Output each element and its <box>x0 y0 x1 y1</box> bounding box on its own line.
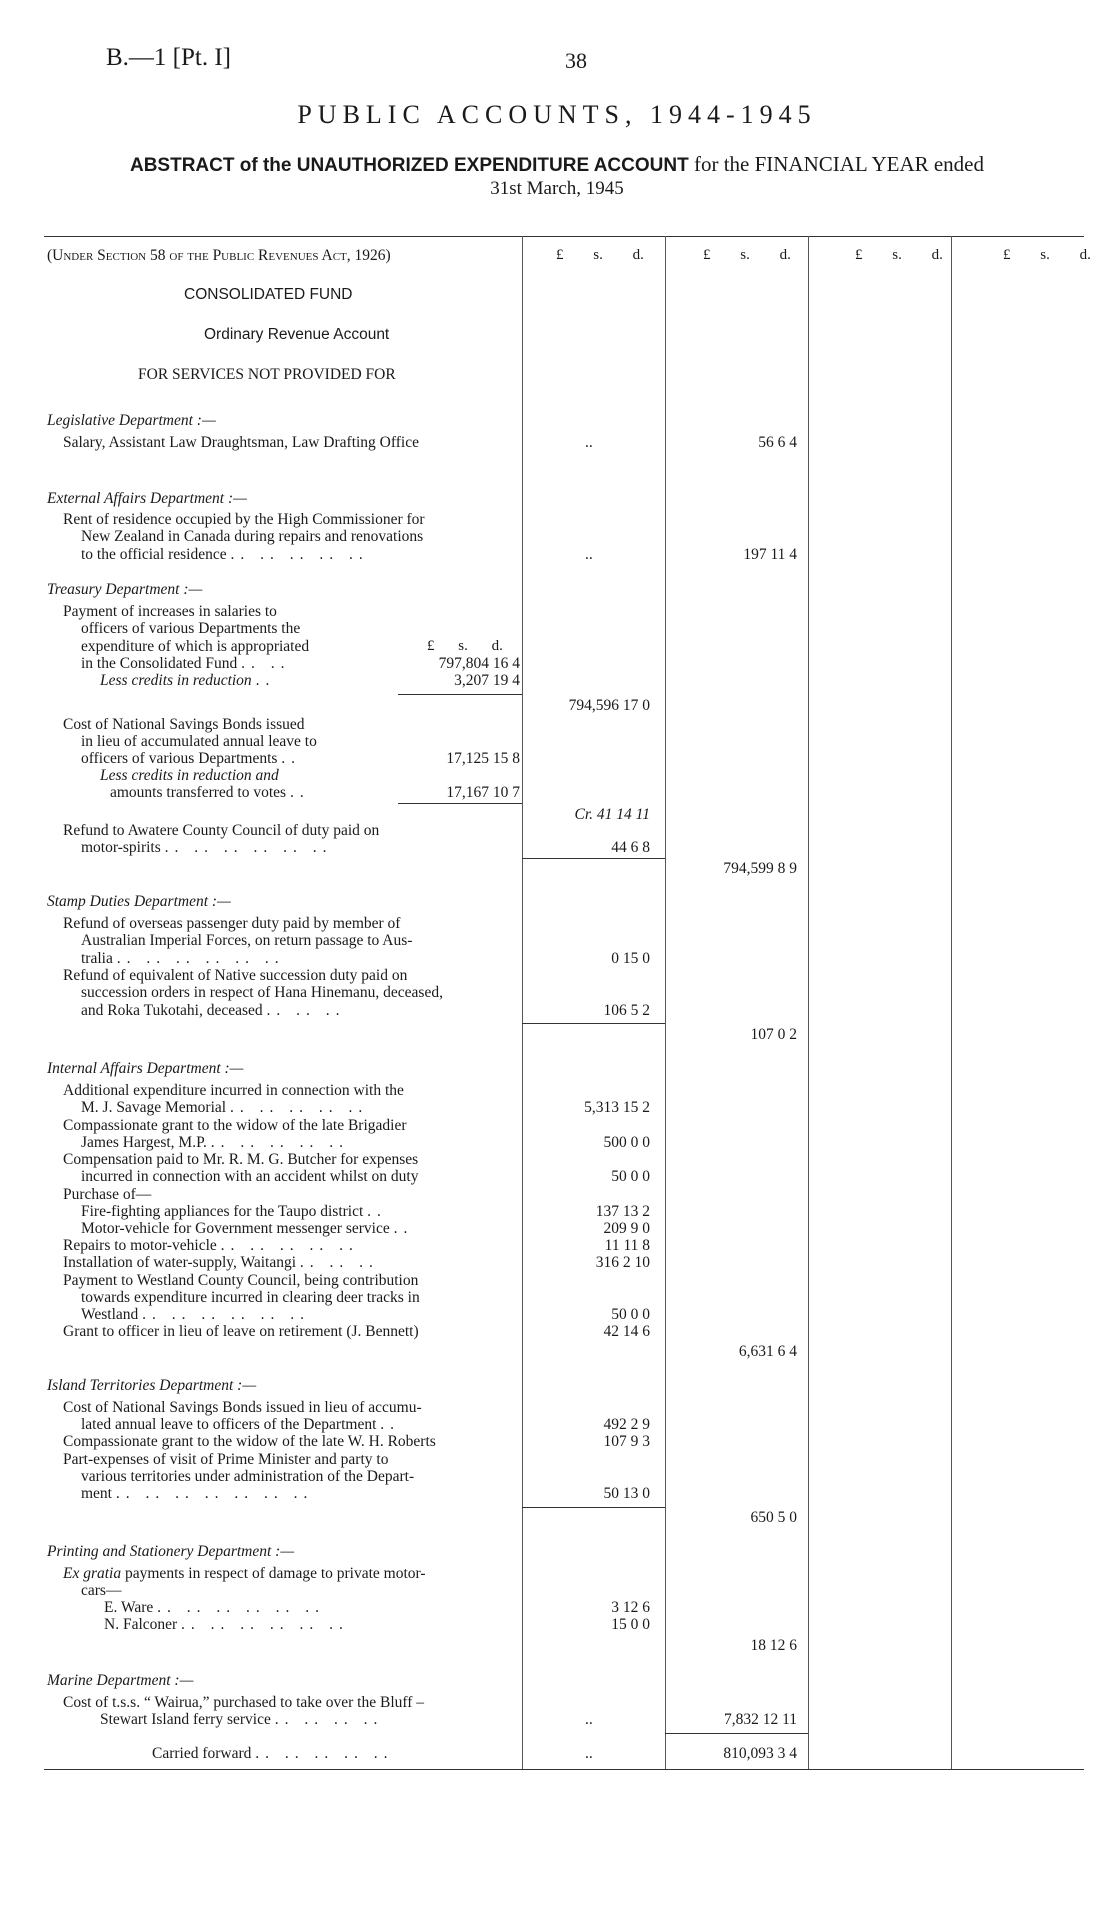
item-text: lated annual leave to officers of the Department .. <box>81 1416 401 1433</box>
total-rule <box>665 1733 808 1734</box>
column-divider-1 <box>522 236 523 1769</box>
amount-col1: 42 14 6 <box>603 1323 650 1340</box>
sub-currency: £ s. d. <box>427 638 503 654</box>
amount-col1: 137 13 2 <box>595 1203 650 1220</box>
item-text: E. Ware .. .. .. .. .. .. <box>104 1599 325 1616</box>
item-text: amounts transferred to votes .. <box>110 784 310 801</box>
dept-total: 18 12 6 <box>750 1637 797 1654</box>
item-text: motor-spirits .. .. .. .. .. .. <box>81 839 333 856</box>
amount-col1: 5,313 15 2 <box>584 1099 650 1116</box>
amount-col1: 44 6 8 <box>611 839 650 856</box>
sub-rule <box>398 694 522 695</box>
table-bottom-rule <box>44 1769 1084 1770</box>
page-subtitle <box>0 152 1114 177</box>
item-text: and Roka Tukotahi, deceased .. .. .. <box>81 1002 346 1019</box>
item-text: Australian Imperial Forces, on return passage to Aus- <box>81 932 413 949</box>
item-text: Less credits in reduction .. <box>100 672 276 689</box>
item-text: succession orders in respect of Hana Hinemanu, deceased, <box>81 984 443 1001</box>
item-text: Ex gratia payments in respect of damage to private motor- <box>63 1565 426 1582</box>
dept-total: 197 11 4 <box>743 546 797 563</box>
dept-total: 7,832 12 11 <box>723 1711 797 1728</box>
amount-col1: 794,596 17 0 <box>568 697 650 714</box>
item-text: officers of various Departments .. <box>81 750 302 767</box>
sub-rule <box>398 803 522 804</box>
amount-col1: 0 15 0 <box>611 950 650 967</box>
item-text: Rent of residence occupied by the High Commissioner for <box>63 511 425 528</box>
page-number: 38 <box>565 48 587 73</box>
item-text: Stewart Island ferry service .. .. .. .. <box>100 1711 384 1728</box>
item-text: Compassionate grant to the widow of the late Brigadier <box>63 1117 407 1134</box>
amount-col1: .. <box>585 434 593 451</box>
amount-col1: .. <box>585 546 593 563</box>
item-text: Fire-fighting appliances for the Taupo district .. <box>81 1203 387 1220</box>
item-text: James Hargest, M.P. .. .. .. .. .. <box>81 1134 349 1151</box>
column-divider-3 <box>808 236 809 1769</box>
dept-total: 794,599 8 9 <box>723 860 797 877</box>
amount-col1: 50 0 0 <box>611 1306 650 1323</box>
item-text: cars— <box>81 1582 122 1599</box>
account-heading: Ordinary Revenue Account <box>204 326 390 343</box>
item-text: Installation of water-supply, Waitangi .. .. .. <box>63 1254 379 1271</box>
item-text: officers of various Departments the <box>81 620 301 637</box>
item-text: tralia .. .. .. .. .. .. <box>81 950 285 967</box>
column-divider-2 <box>665 236 666 1769</box>
section-rule <box>522 1507 665 1508</box>
subtitle-date: 31st March, 1945 <box>490 178 624 199</box>
item-text: various territories under administration of the Depart- <box>81 1468 415 1485</box>
item-text: incurred in connection with an accident whilst on duty <box>81 1168 419 1185</box>
item-text: Refund of equivalent of Native succession duty paid on <box>63 967 408 984</box>
amount-col1: 316 2 10 <box>595 1254 650 1271</box>
sub-amount: 3,207 19 4 <box>454 672 520 689</box>
sub-amount: 17,125 15 8 <box>446 750 520 767</box>
item-text: Cost of National Savings Bonds issued <box>63 716 305 733</box>
item-text: towards expenditure incurred in clearing deer tracks in <box>81 1289 420 1306</box>
item-text: Additional expenditure incurred in connection with the <box>63 1082 404 1099</box>
amount-col1: 500 0 0 <box>603 1134 650 1151</box>
dept-heading-legislative: Legislative Department :— <box>47 412 216 429</box>
page-title: PUBLIC ACCOUNTS, 1944-1945 <box>297 100 817 129</box>
item-text: to the official residence .. .. .. .. .. <box>81 546 369 563</box>
subtitle-bold: ABSTRACT of the UNAUTHORIZED EXPENDITURE ACCOUNT <box>129 155 689 176</box>
column-1-currency: £ s. d. <box>556 247 644 263</box>
item-text: Salary, Assistant Law Draughtsman, Law Drafting Office <box>63 434 419 451</box>
item-text: Cost of t.s.s. “ Wairua,” purchased to take over the Bluff – <box>63 1694 425 1711</box>
statutory-note: (Under Section 58 of the Public Revenues Act, 1926) <box>47 247 391 264</box>
document-reference: B.—1 [Pt. I] <box>106 44 231 71</box>
item-text: Compensation paid to Mr. R. M. G. Butcher for expenses <box>63 1151 419 1168</box>
dept-heading-printing-stationery: Printing and Stationery Department :— <box>47 1543 295 1560</box>
section-rule <box>522 858 665 859</box>
table-top-rule <box>44 236 1084 237</box>
amount-col1: Cr. 41 14 11 <box>574 806 650 823</box>
item-text: Repairs to motor-vehicle .. .. .. .. .. <box>63 1237 359 1254</box>
dept-total: 107 0 2 <box>750 1026 797 1043</box>
item-text: Part-expenses of visit of Prime Minister and party to <box>63 1451 389 1468</box>
amount-col1: 50 0 0 <box>611 1168 650 1185</box>
item-text: ment .. .. .. .. .. .. .. <box>81 1485 314 1502</box>
column-divider-4 <box>951 236 952 1769</box>
amount-col1: 106 5 2 <box>603 1002 650 1019</box>
section-rule <box>522 1023 665 1024</box>
item-text: N. Falconer .. .. .. .. .. .. <box>104 1616 349 1633</box>
sub-amount: 17,167 10 7 <box>446 784 520 801</box>
amount-col1: 492 2 9 <box>603 1416 650 1433</box>
item-text: Cost of National Savings Bonds issued in lieu of accumu- <box>63 1399 422 1416</box>
item-text: in lieu of accumulated annual leave to <box>81 733 317 750</box>
item-text: Motor-vehicle for Government messenger service .. <box>81 1220 414 1237</box>
item-text: Purchase of— <box>63 1186 152 1203</box>
fund-heading: CONSOLIDATED FUND <box>184 286 353 303</box>
item-text: Payment of increases in salaries to <box>63 603 277 620</box>
item-text: expenditure of which is appropriated <box>81 638 310 655</box>
column-4-currency: £ s. d. <box>1003 247 1091 263</box>
item-text: Compassionate grant to the widow of the late W. H. Roberts <box>63 1433 436 1450</box>
amount-col1: 50 13 0 <box>603 1485 650 1502</box>
amount-col1: 11 11 8 <box>604 1237 650 1254</box>
item-text: Payment to Westland County Council, being contribution <box>63 1272 419 1289</box>
subtitle-rest: for the FINANCIAL YEAR ended <box>688 152 985 176</box>
dept-heading-external-affairs: External Affairs Department :— <box>47 490 247 507</box>
amount-col1: .. <box>585 1745 593 1762</box>
item-text: Refund to Awatere County Council of duty paid on <box>63 822 380 839</box>
amount-col1: 3 12 6 <box>611 1599 650 1616</box>
sub-amount: 797,804 16 4 <box>438 655 520 672</box>
amount-col1: 107 9 3 <box>603 1433 650 1450</box>
item-text: M. J. Savage Memorial .. .. .. .. .. <box>81 1099 369 1116</box>
item-text: Less credits in reduction and <box>100 767 279 784</box>
item-text: Westland .. .. .. .. .. .. <box>81 1306 311 1323</box>
dept-heading-internal-affairs: Internal Affairs Department :— <box>47 1060 244 1077</box>
amount-col1: 15 0 0 <box>611 1616 650 1633</box>
dept-total: 56 6 4 <box>758 434 797 451</box>
dept-heading-island-territories: Island Territories Department :— <box>47 1377 257 1394</box>
item-text: in the Consolidated Fund .. .. <box>81 655 291 672</box>
dept-heading-marine: Marine Department :— <box>47 1672 194 1689</box>
column-3-currency: £ s. d. <box>855 247 943 263</box>
item-text: Grant to officer in lieu of leave on retirement (J. Bennett) <box>63 1323 419 1340</box>
dept-total: 650 5 0 <box>750 1509 797 1526</box>
amount-col1: 209 9 0 <box>603 1220 650 1237</box>
item-text: New Zealand in Canada during repairs and renovations <box>81 528 424 545</box>
dept-total: 6,631 6 4 <box>738 1343 797 1360</box>
dept-heading-treasury: Treasury Department :— <box>47 581 203 598</box>
carried-forward-total: 810,093 3 4 <box>723 1745 797 1762</box>
column-2-currency: £ s. d. <box>703 247 791 263</box>
amount-col1: .. <box>585 1711 593 1728</box>
dept-heading-stamp-duties: Stamp Duties Department :— <box>47 893 231 910</box>
services-heading: FOR SERVICES NOT PROVIDED FOR <box>138 366 396 383</box>
carried-forward-label: Carried forward .. .. .. .. .. <box>152 1745 394 1762</box>
item-text: Refund of overseas passenger duty paid by member of <box>63 915 401 932</box>
